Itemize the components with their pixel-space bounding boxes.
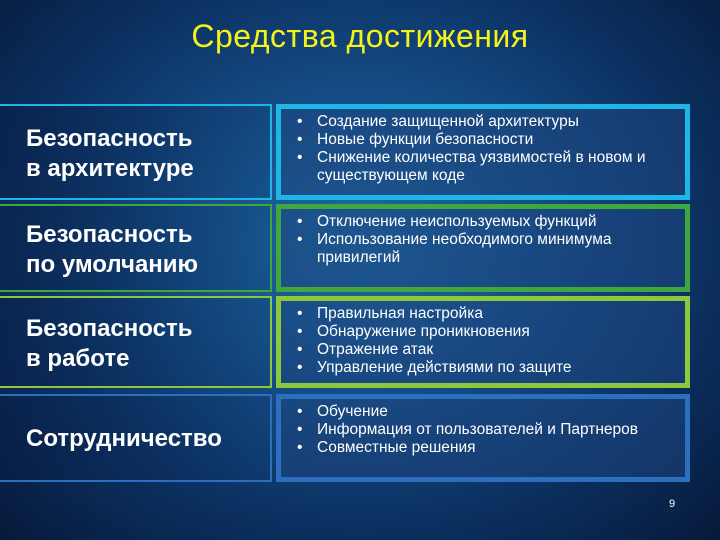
category-box-architecture (0, 104, 272, 200)
list-item: • Правильная настройка (291, 305, 679, 323)
category-label-line: Безопасность (26, 125, 193, 152)
category-label (26, 314, 192, 374)
category-label-line: Сотрудничество (26, 425, 222, 452)
list-item: • Обучение (291, 403, 679, 421)
bullet-list (291, 113, 679, 185)
category-label-line: по умолчанию (26, 251, 199, 278)
category-label (26, 124, 194, 184)
list-item: • Создание защищенной архитектуры (291, 113, 679, 131)
page-number: 9 (669, 498, 676, 510)
list-item: • Информация от пользователей и Партнеров (291, 421, 679, 439)
bullet-list (291, 213, 679, 267)
list-item: • Использование необходимого минимума привилегий (291, 231, 679, 267)
details-box-architecture (276, 104, 690, 200)
list-item: • Управление действиями по защите (291, 359, 679, 377)
category-box-cooperation (0, 394, 272, 482)
category-label-line: в работе (26, 345, 130, 372)
details-box-operations (276, 296, 690, 388)
category-label (26, 220, 198, 280)
bullet-list (291, 403, 679, 457)
list-item: • Отключение неиспользуемых функций (291, 213, 679, 231)
details-box-cooperation (276, 394, 690, 482)
details-box-default (276, 204, 690, 292)
list-item: • Снижение количества уязвимостей в новом и существующем коде (291, 149, 679, 185)
bullet-list (291, 305, 679, 377)
category-label-line: Безопасность (26, 221, 193, 248)
list-item: • Отражение атак (291, 341, 679, 359)
list-item: • Совместные решения (291, 439, 679, 457)
list-item: • Новые функции безопасности (291, 131, 679, 149)
category-label-line: Безопасность (26, 315, 193, 342)
category-label-line: в архитектуре (26, 155, 194, 182)
category-box-default (0, 204, 272, 292)
category-box-operations (0, 296, 272, 388)
category-label (26, 424, 222, 454)
list-item: • Обнаружение проникновения (291, 323, 679, 341)
slide-title: Средства достижения (191, 18, 529, 54)
